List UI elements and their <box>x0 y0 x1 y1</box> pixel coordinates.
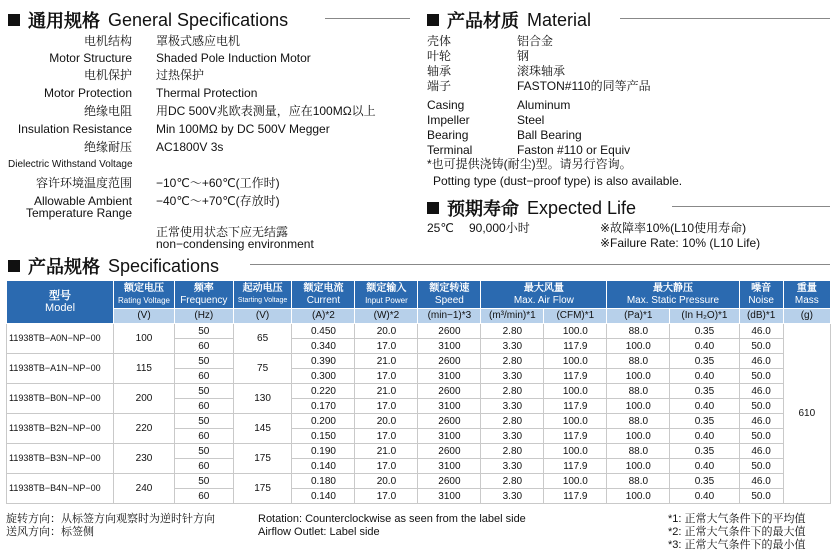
general-spec-value: 过热保护 <box>156 68 205 82</box>
general-spec-value: −40℃～+70℃(存放时) <box>156 194 280 208</box>
value-cell-m3: 2.80 <box>481 444 544 459</box>
frequency-cell: 60 <box>174 429 233 444</box>
value-cell-w: 17.0 <box>355 399 418 414</box>
life-failure-en: ※Failure Rate: 10% (L10 Life) <box>600 236 761 250</box>
material-value-zh: 铝合金 <box>517 34 554 48</box>
general-spec-label: Allowable Ambient <box>33 194 132 208</box>
model-cell: 11938TB−B4N−NP−00 <box>7 474 114 504</box>
unit-cell: (m³/min)*1 <box>481 309 544 324</box>
frequency-cell: 50 <box>174 324 233 339</box>
value-cell-a: 0.300 <box>292 369 355 384</box>
mass-cell: 610 <box>783 324 830 504</box>
value-cell-cfm: 100.0 <box>544 444 607 459</box>
frequency-cell: 60 <box>174 399 233 414</box>
starting-voltage-cell: 130 <box>233 384 292 414</box>
value-cell-inh2o: 0.35 <box>670 414 739 429</box>
rating-voltage-cell: 220 <box>114 414 175 444</box>
life-title <box>427 195 636 221</box>
value-cell-rpm: 3100 <box>418 339 481 354</box>
header-ip-en: Input Power <box>365 295 408 305</box>
frequency-cell: 50 <box>174 444 233 459</box>
general-spec-label: Motor Structure <box>49 51 132 65</box>
header-starting-voltage <box>233 281 292 309</box>
value-cell-w: 20.0 <box>355 474 418 489</box>
value-cell-inh2o: 0.35 <box>670 324 739 339</box>
rating-voltage-cell: 115 <box>114 354 175 384</box>
model-cell: 11938TB−B0N−NP−00 <box>7 384 114 414</box>
general-spec-label: 绝缘耐压 <box>83 140 132 154</box>
model-cell: 11938TB−B3N−NP−00 <box>7 444 114 474</box>
general-spec-value: Thermal Protection <box>156 86 258 100</box>
material-value-en: Aluminum <box>517 98 571 112</box>
value-cell-db: 46.0 <box>739 324 783 339</box>
general-spec-label: 电机结构 <box>83 34 132 48</box>
value-cell-db: 46.0 <box>739 474 783 489</box>
value-cell-m3: 2.80 <box>481 384 544 399</box>
material-note-en: Potting type (dust−proof type) is also available. <box>433 174 683 188</box>
value-cell-pa: 100.0 <box>607 399 670 414</box>
header-rv-en: Rating Voltage <box>117 295 171 305</box>
value-cell-w: 17.0 <box>355 339 418 354</box>
value-cell-inh2o: 0.35 <box>670 384 739 399</box>
life-failure-zh: ※故障率10%(L10使用寿命) <box>600 221 747 235</box>
general-spec-value: Min 100MΩ by DC 500V Megger <box>156 122 330 136</box>
general-spec-label: Insulation Resistance <box>17 122 132 136</box>
header-press-zh: 最大静压 <box>652 282 693 294</box>
value-cell-inh2o: 0.40 <box>670 399 739 414</box>
value-cell-m3: 3.30 <box>481 339 544 354</box>
life-title-en: Expected Life <box>527 197 637 218</box>
section-square-icon <box>8 14 20 26</box>
divider <box>620 18 830 19</box>
material-label-zh: 叶轮 <box>427 49 452 63</box>
unit-cell: (In H₂O)*1 <box>670 309 739 324</box>
header-frequency <box>174 281 233 309</box>
unit-cell: (min−1)*3 <box>418 309 481 324</box>
header-mass-en: Mass <box>794 294 819 306</box>
table-row <box>7 384 831 399</box>
header-mass-zh: 重量 <box>796 282 817 294</box>
value-cell-a: 0.340 <box>292 339 355 354</box>
value-cell-pa: 88.0 <box>607 414 670 429</box>
value-cell-cfm: 100.0 <box>544 354 607 369</box>
value-cell-rpm: 2600 <box>418 444 481 459</box>
value-cell-m3: 3.30 <box>481 459 544 474</box>
value-cell-a: 0.170 <box>292 399 355 414</box>
unit-cell: (W)*2 <box>355 309 418 324</box>
general-title-en: General Specifications <box>108 9 289 30</box>
frequency-cell: 50 <box>174 414 233 429</box>
frequency-cell: 60 <box>174 459 233 474</box>
value-cell-w: 20.0 <box>355 414 418 429</box>
model-cell: 11938TB−B2N−NP−00 <box>7 414 114 444</box>
value-cell-cfm: 100.0 <box>544 474 607 489</box>
table-row <box>7 354 831 369</box>
starting-voltage-cell: 145 <box>233 414 292 444</box>
value-cell-cfm: 117.9 <box>544 489 607 504</box>
footer-rotation-en: Rotation: Counterclockwise as seen from the label side <box>258 513 526 525</box>
material-label-en: Terminal <box>427 143 473 157</box>
material-note-zh: *也可提供浇铸(耐尘)型。请另行咨询。 <box>427 157 632 171</box>
specs-title-en: Specifications <box>108 255 220 276</box>
table-row <box>7 474 831 489</box>
value-cell-a: 0.140 <box>292 459 355 474</box>
table-row <box>7 444 831 459</box>
header-freq-en: Frequency <box>180 294 228 306</box>
value-cell-inh2o: 0.40 <box>670 459 739 474</box>
header-rc-zh: 额定电流 <box>303 282 344 294</box>
rating-voltage-cell: 200 <box>114 384 175 414</box>
specs-title-zh: 产品规格 <box>28 257 100 277</box>
model-cell: 11938TB−A0N−NP−00 <box>7 324 114 354</box>
footer-note-3: *3: 正常大气条件下的最小值 <box>668 539 806 551</box>
value-cell-pa: 88.0 <box>607 324 670 339</box>
value-cell-a: 0.220 <box>292 384 355 399</box>
divider <box>672 206 830 207</box>
value-cell-cfm: 100.0 <box>544 324 607 339</box>
value-cell-inh2o: 0.35 <box>670 474 739 489</box>
general-spec-label: Motor Protection <box>43 86 132 100</box>
header-press-en: Max. Static Pressure <box>626 294 720 306</box>
header-sv-zh: 起动电压 <box>242 282 283 294</box>
value-cell-db: 50.0 <box>739 369 783 384</box>
header-mass <box>783 281 830 309</box>
value-cell-cfm: 117.9 <box>544 429 607 444</box>
header-rv-zh: 额定电压 <box>124 282 164 294</box>
value-cell-rpm: 3100 <box>418 489 481 504</box>
material-list <box>427 34 837 194</box>
unit-cell: (V) <box>233 309 292 324</box>
general-spec-value: −10℃～+60℃(工作时) <box>156 176 280 190</box>
value-cell-db: 50.0 <box>739 339 783 354</box>
header-speed <box>418 281 481 309</box>
header-static-pressure <box>607 281 739 309</box>
value-cell-w: 20.0 <box>355 324 418 339</box>
value-cell-db: 46.0 <box>739 414 783 429</box>
value-cell-pa: 100.0 <box>607 369 670 384</box>
material-value-en: Ball Bearing <box>517 128 582 142</box>
footer-rotation-zh: 旋转方向：从标签方向观察时为逆时针方向 <box>6 513 215 525</box>
general-spec-list <box>0 34 420 254</box>
value-cell-rpm: 2600 <box>418 414 481 429</box>
footer-note-2: *2: 正常大气条件下的最大值 <box>668 526 806 538</box>
value-cell-a: 0.190 <box>292 444 355 459</box>
material-value-en: Steel <box>517 113 545 127</box>
value-cell-pa: 88.0 <box>607 474 670 489</box>
value-cell-m3: 3.30 <box>481 489 544 504</box>
value-cell-w: 21.0 <box>355 354 418 369</box>
rating-voltage-cell: 240 <box>114 474 175 504</box>
table-row <box>7 414 831 429</box>
value-cell-w: 17.0 <box>355 489 418 504</box>
value-cell-pa: 88.0 <box>607 384 670 399</box>
value-cell-db: 46.0 <box>739 444 783 459</box>
rating-voltage-cell: 100 <box>114 324 175 354</box>
value-cell-a: 0.450 <box>292 324 355 339</box>
life-temp: 25℃ <box>427 221 454 235</box>
general-note-en: non−condensing environment <box>156 237 314 251</box>
footer-outlet-en: Airflow Outlet: Label side <box>258 526 380 538</box>
unit-cell: (Hz) <box>174 309 233 324</box>
header-air-en: Max. Air Flow <box>513 294 574 306</box>
value-cell-m3: 2.80 <box>481 324 544 339</box>
value-cell-cfm: 117.9 <box>544 369 607 384</box>
material-label-zh: 轴承 <box>427 64 452 78</box>
header-air-zh: 最大风量 <box>523 282 564 294</box>
material-label-zh: 端子 <box>427 79 452 93</box>
header-model <box>7 281 114 324</box>
value-cell-a: 0.390 <box>292 354 355 369</box>
material-label-zh: 壳体 <box>427 34 452 48</box>
header-noise-zh: 噪音 <box>751 282 772 294</box>
divider <box>325 18 410 19</box>
value-cell-inh2o: 0.40 <box>670 339 739 354</box>
value-cell-rpm: 2600 <box>418 474 481 489</box>
value-cell-w: 17.0 <box>355 429 418 444</box>
value-cell-m3: 2.80 <box>481 474 544 489</box>
life-hours: 90,000小时 <box>469 221 530 235</box>
value-cell-inh2o: 0.35 <box>670 354 739 369</box>
value-cell-db: 50.0 <box>739 489 783 504</box>
value-cell-db: 46.0 <box>739 384 783 399</box>
value-cell-inh2o: 0.35 <box>670 444 739 459</box>
value-cell-rpm: 3100 <box>418 399 481 414</box>
material-value-en: Faston #110 or Equiv <box>517 143 631 157</box>
header-input-power <box>355 281 418 309</box>
frequency-cell: 50 <box>174 384 233 399</box>
unit-cell: (dB)*1 <box>739 309 783 324</box>
header-noise <box>739 281 783 309</box>
value-cell-cfm: 117.9 <box>544 459 607 474</box>
general-spec-value: Shaded Pole Induction Motor <box>156 51 311 65</box>
general-spec-label: Temperature Range <box>25 206 132 220</box>
unit-cell: (CFM)*1 <box>544 309 607 324</box>
material-value-zh: FASTON#110的同等产品 <box>517 79 651 93</box>
value-cell-cfm: 117.9 <box>544 399 607 414</box>
material-value-zh: 滚珠轴承 <box>517 64 566 78</box>
frequency-cell: 50 <box>174 354 233 369</box>
value-cell-m3: 2.80 <box>481 354 544 369</box>
general-spec-value: 用DC 500V兆欧表测量，应在100MΩ以上 <box>156 104 376 118</box>
value-cell-cfm: 100.0 <box>544 384 607 399</box>
starting-voltage-cell: 65 <box>233 324 292 354</box>
table-row <box>7 324 831 339</box>
value-cell-m3: 3.30 <box>481 429 544 444</box>
material-value-zh: 钢 <box>517 49 530 63</box>
value-cell-db: 50.0 <box>739 429 783 444</box>
value-cell-rpm: 2600 <box>418 384 481 399</box>
starting-voltage-cell: 175 <box>233 474 292 504</box>
general-spec-title <box>8 7 288 33</box>
header-freq-zh: 频率 <box>193 282 214 294</box>
frequency-cell: 60 <box>174 339 233 354</box>
value-cell-rpm: 3100 <box>418 429 481 444</box>
value-cell-w: 21.0 <box>355 444 418 459</box>
value-cell-w: 17.0 <box>355 369 418 384</box>
general-spec-label: 电机保护 <box>83 68 132 82</box>
general-spec-value: AC1800V 3s <box>156 140 224 154</box>
section-square-icon <box>427 202 439 214</box>
value-cell-rpm: 3100 <box>418 369 481 384</box>
value-cell-a: 0.200 <box>292 414 355 429</box>
value-cell-pa: 100.0 <box>607 459 670 474</box>
value-cell-m3: 2.80 <box>481 414 544 429</box>
material-label-en: Bearing <box>427 128 469 142</box>
specs-table <box>6 280 831 504</box>
unit-cell: (A)*2 <box>292 309 355 324</box>
value-cell-pa: 88.0 <box>607 354 670 369</box>
header-rating-voltage <box>114 281 175 309</box>
value-cell-db: 50.0 <box>739 399 783 414</box>
header-noise-en: Noise <box>748 294 774 306</box>
starting-voltage-cell: 175 <box>233 444 292 474</box>
general-spec-label: Dielectric Withstand Voltage <box>8 159 133 170</box>
unit-cell: (Pa)*1 <box>607 309 670 324</box>
value-cell-w: 21.0 <box>355 384 418 399</box>
header-speed-zh: 额定转速 <box>429 282 470 294</box>
header-speed-en: Speed <box>434 294 464 306</box>
footer-note-1: *1: 正常大气条件下的平均值 <box>668 513 806 525</box>
material-label-en: Impeller <box>427 113 470 127</box>
value-cell-cfm: 117.9 <box>544 339 607 354</box>
value-cell-pa: 100.0 <box>607 339 670 354</box>
header-model-zh: 型号 <box>49 290 72 302</box>
model-cell: 11938TB−A1N−NP−00 <box>7 354 114 384</box>
header-model-en: Model <box>45 302 76 314</box>
value-cell-inh2o: 0.40 <box>670 369 739 384</box>
divider <box>250 264 830 265</box>
general-spec-value: 罩极式感应电机 <box>156 34 241 48</box>
value-cell-pa: 100.0 <box>607 489 670 504</box>
general-title-zh: 通用规格 <box>28 11 100 31</box>
section-square-icon <box>427 14 439 26</box>
value-cell-cfm: 100.0 <box>544 414 607 429</box>
value-cell-rpm: 2600 <box>418 324 481 339</box>
value-cell-pa: 88.0 <box>607 444 670 459</box>
footer-outlet-zh: 送风方向：标签侧 <box>6 526 94 538</box>
unit-cell: (g) <box>783 309 830 324</box>
frequency-cell: 50 <box>174 474 233 489</box>
specs-title <box>8 253 219 279</box>
general-spec-label: 绝缘电阻 <box>83 104 132 118</box>
header-current <box>292 281 355 309</box>
value-cell-rpm: 3100 <box>418 459 481 474</box>
unit-cell: (V) <box>114 309 175 324</box>
material-title <box>427 7 591 33</box>
value-cell-db: 50.0 <box>739 459 783 474</box>
value-cell-db: 46.0 <box>739 354 783 369</box>
value-cell-a: 0.180 <box>292 474 355 489</box>
value-cell-pa: 100.0 <box>607 429 670 444</box>
life-title-zh: 预期寿命 <box>447 199 519 219</box>
frequency-cell: 60 <box>174 369 233 384</box>
value-cell-a: 0.150 <box>292 429 355 444</box>
header-sv-en: Starting Voltage <box>237 296 288 304</box>
header-rc-en: Current <box>306 294 341 306</box>
value-cell-inh2o: 0.40 <box>670 489 739 504</box>
value-cell-m3: 3.30 <box>481 399 544 414</box>
material-title-en: Material <box>527 9 592 30</box>
material-title-zh: 产品材质 <box>447 11 519 31</box>
value-cell-a: 0.140 <box>292 489 355 504</box>
material-label-en: Casing <box>427 98 465 112</box>
starting-voltage-cell: 75 <box>233 354 292 384</box>
general-spec-label: 容许环境温度范围 <box>35 176 132 190</box>
value-cell-w: 17.0 <box>355 459 418 474</box>
frequency-cell: 60 <box>174 489 233 504</box>
header-air-flow <box>481 281 607 309</box>
value-cell-m3: 3.30 <box>481 369 544 384</box>
value-cell-rpm: 2600 <box>418 354 481 369</box>
section-square-icon <box>8 260 20 272</box>
general-note-zh: 正常使用状态下应无结露 <box>156 225 289 239</box>
rating-voltage-cell: 230 <box>114 444 175 474</box>
value-cell-inh2o: 0.40 <box>670 429 739 444</box>
header-ip-zh: 额定输入 <box>366 282 407 294</box>
